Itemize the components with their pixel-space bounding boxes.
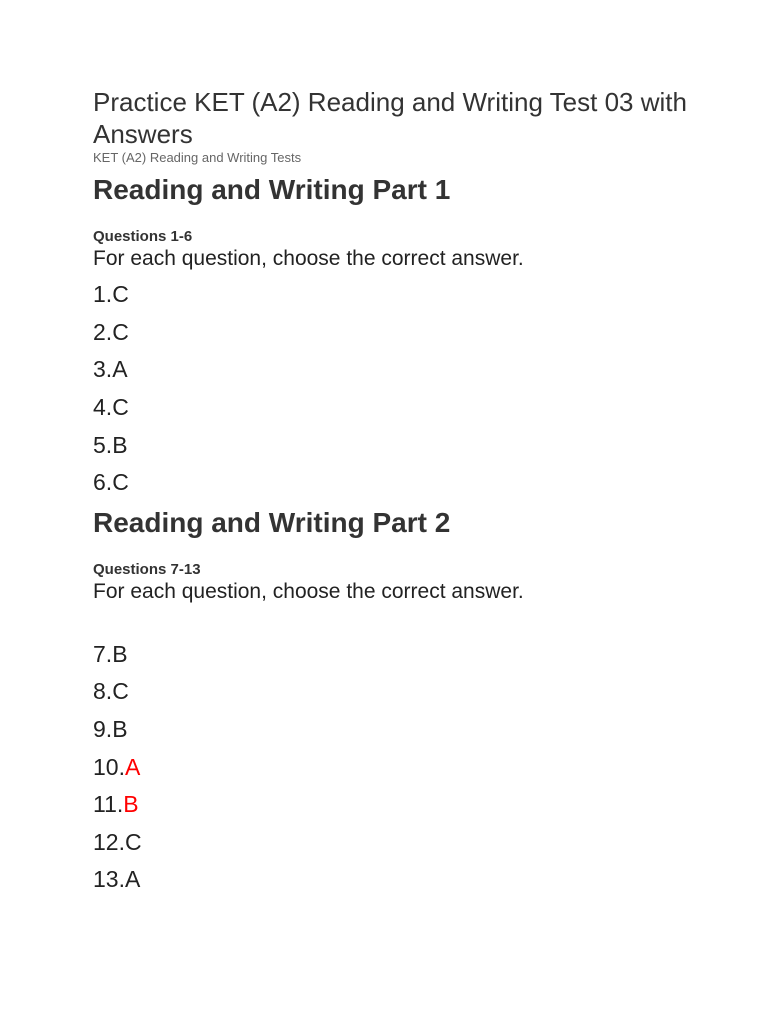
answer-letter: C bbox=[112, 394, 129, 421]
answer-item bbox=[93, 824, 693, 862]
part2-questions-label: Questions 7-13 bbox=[93, 560, 201, 578]
answer-number: 5. bbox=[93, 431, 113, 458]
part2-heading: Reading and Writing Part 2 bbox=[93, 506, 451, 538]
answer-letter: C bbox=[112, 281, 129, 308]
answer-letter: A bbox=[124, 753, 141, 780]
answer-item bbox=[93, 861, 693, 899]
answer-number: 13. bbox=[93, 866, 125, 893]
answer-letter: C bbox=[112, 469, 129, 496]
answer-number: 11. bbox=[93, 791, 124, 818]
part1-heading: Reading and Writing Part 1 bbox=[93, 174, 451, 205]
answer-item bbox=[93, 636, 693, 674]
answer-letter: C bbox=[112, 318, 129, 345]
answer-item bbox=[93, 426, 693, 464]
part2-instruction: For each question, choose the correct answer. bbox=[93, 579, 524, 603]
answer-item bbox=[93, 711, 693, 749]
answer-item bbox=[93, 673, 693, 711]
answer-item bbox=[93, 314, 693, 352]
answer-letter: A bbox=[124, 866, 141, 893]
document-page bbox=[93, 86, 693, 899]
answer-item bbox=[93, 748, 693, 786]
part2-section bbox=[93, 506, 693, 899]
answer-number: 8. bbox=[93, 678, 113, 705]
answer-number: 1. bbox=[93, 281, 113, 308]
answer-letter: B bbox=[112, 431, 128, 458]
answer-number: 2. bbox=[93, 318, 113, 345]
part1-answer-list bbox=[93, 276, 693, 502]
answer-item bbox=[93, 351, 693, 389]
answer-number: 7. bbox=[93, 640, 113, 667]
answer-number: 6. bbox=[93, 469, 113, 496]
answer-item bbox=[93, 389, 693, 427]
part1-section bbox=[93, 173, 693, 502]
answer-letter: C bbox=[112, 678, 129, 705]
answer-item bbox=[93, 276, 693, 314]
answer-letter: C bbox=[124, 828, 142, 855]
answer-letter: B bbox=[112, 640, 128, 667]
part2-answer-list bbox=[93, 636, 693, 899]
answer-number: 12. bbox=[93, 828, 125, 855]
answer-number: 10. bbox=[93, 753, 125, 780]
answer-number: 4. bbox=[93, 394, 113, 421]
document-subtitle: KET (A2) Reading and Writing Tests bbox=[93, 150, 302, 165]
answer-number: 9. bbox=[93, 716, 113, 743]
part1-instruction: For each question, choose the correct answer. bbox=[93, 247, 524, 270]
answer-item bbox=[93, 464, 693, 502]
part1-questions-label: Questions 1-6 bbox=[93, 228, 193, 245]
answer-letter: B bbox=[123, 791, 139, 818]
answer-item bbox=[93, 786, 693, 824]
answer-letter: A bbox=[112, 356, 128, 383]
answer-number: 3. bbox=[93, 356, 113, 383]
answer-letter: B bbox=[112, 716, 128, 743]
document-title: Practice KET (A2) Reading and Writing Test 03 with Answers bbox=[93, 87, 687, 149]
